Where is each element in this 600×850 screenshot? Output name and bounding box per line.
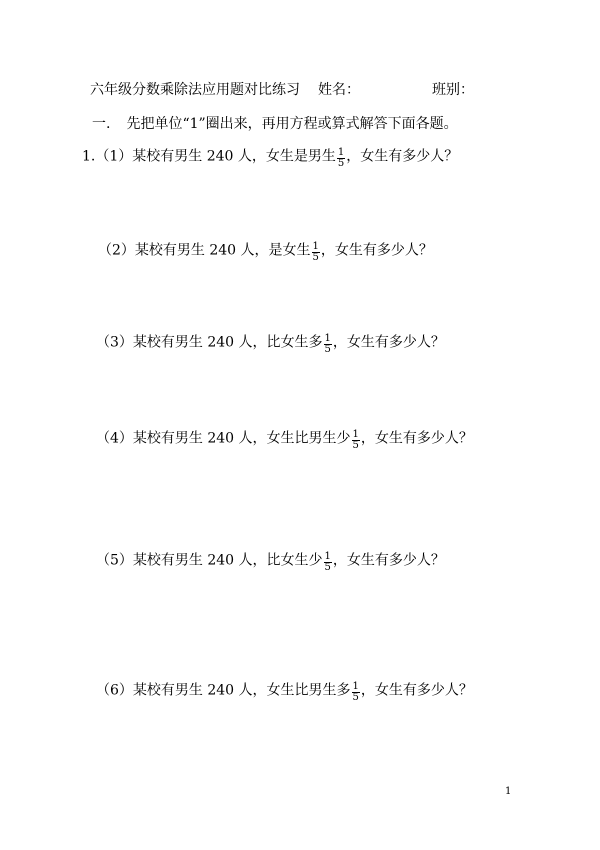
problem-text: 某校有男生 240 人，女生是男生 xyxy=(132,148,336,165)
fraction-numerator: 1 xyxy=(337,147,345,158)
problem-3 xyxy=(96,332,445,353)
problem-text: 某校有男生 240 人，是女生 xyxy=(134,242,311,259)
fraction xyxy=(352,682,360,703)
problem-label: （3） xyxy=(96,334,133,351)
class-label: 班别： xyxy=(432,82,474,98)
fraction xyxy=(312,242,320,263)
problem-question: ，女生有多少人？ xyxy=(320,242,433,259)
problem-text: 某校有男生 240 人，比女生多 xyxy=(132,334,323,351)
fraction xyxy=(337,148,345,169)
fraction-numerator: 1 xyxy=(312,241,319,252)
problem-label: （4） xyxy=(96,430,133,447)
fraction-numerator: 1 xyxy=(324,333,331,344)
problem-question: ，女生有多少人？ xyxy=(332,552,445,569)
fraction-denominator: 5 xyxy=(312,252,319,263)
fraction-numerator: 1 xyxy=(352,681,359,692)
problem-2 xyxy=(98,240,433,261)
fraction xyxy=(324,334,332,355)
section-instruction xyxy=(92,114,458,134)
problem-text: 某校有男生 240 人，比女生少 xyxy=(132,552,323,569)
problem-question: ，女生有多少人？ xyxy=(332,334,445,351)
problem-label: （2） xyxy=(98,242,135,259)
fraction-denominator: 5 xyxy=(324,344,331,355)
problem-label: （5） xyxy=(96,552,133,569)
problem-1 xyxy=(82,146,458,167)
problem-4 xyxy=(96,428,473,449)
page-number: 1 xyxy=(505,786,512,797)
name-label: 姓名： xyxy=(318,82,360,98)
problem-label: （6） xyxy=(96,682,133,699)
problem-question: ，女生有多少人？ xyxy=(360,430,473,447)
fraction-numerator: 1 xyxy=(352,429,359,440)
fraction-denominator: 5 xyxy=(352,440,359,451)
problem-5 xyxy=(96,550,445,571)
problem-question: ，女生有多少人？ xyxy=(360,682,473,699)
problem-text: 某校有男生 240 人，女生比男生多 xyxy=(132,682,351,699)
problem-6 xyxy=(96,680,473,701)
fraction-numerator: 1 xyxy=(324,551,331,562)
section-number: 一. xyxy=(92,116,111,132)
fraction xyxy=(352,430,360,451)
worksheet-header xyxy=(90,80,474,100)
worksheet-title: 六年级分数乘除法应用题对比练习 xyxy=(90,82,300,98)
fraction-denominator: 5 xyxy=(324,562,331,573)
fraction-denominator: 5 xyxy=(352,692,359,703)
problem-question: ，女生有多少人？ xyxy=(346,148,459,165)
problem-label: 1.（1） xyxy=(82,148,133,165)
fraction xyxy=(324,552,332,573)
problem-text: 某校有男生 240 人，女生比男生少 xyxy=(132,430,351,447)
fraction-denominator: 5 xyxy=(337,158,345,169)
instruction-text: 先把单位“1”圈出来，再用方程或算式解答下面各题。 xyxy=(126,116,458,132)
